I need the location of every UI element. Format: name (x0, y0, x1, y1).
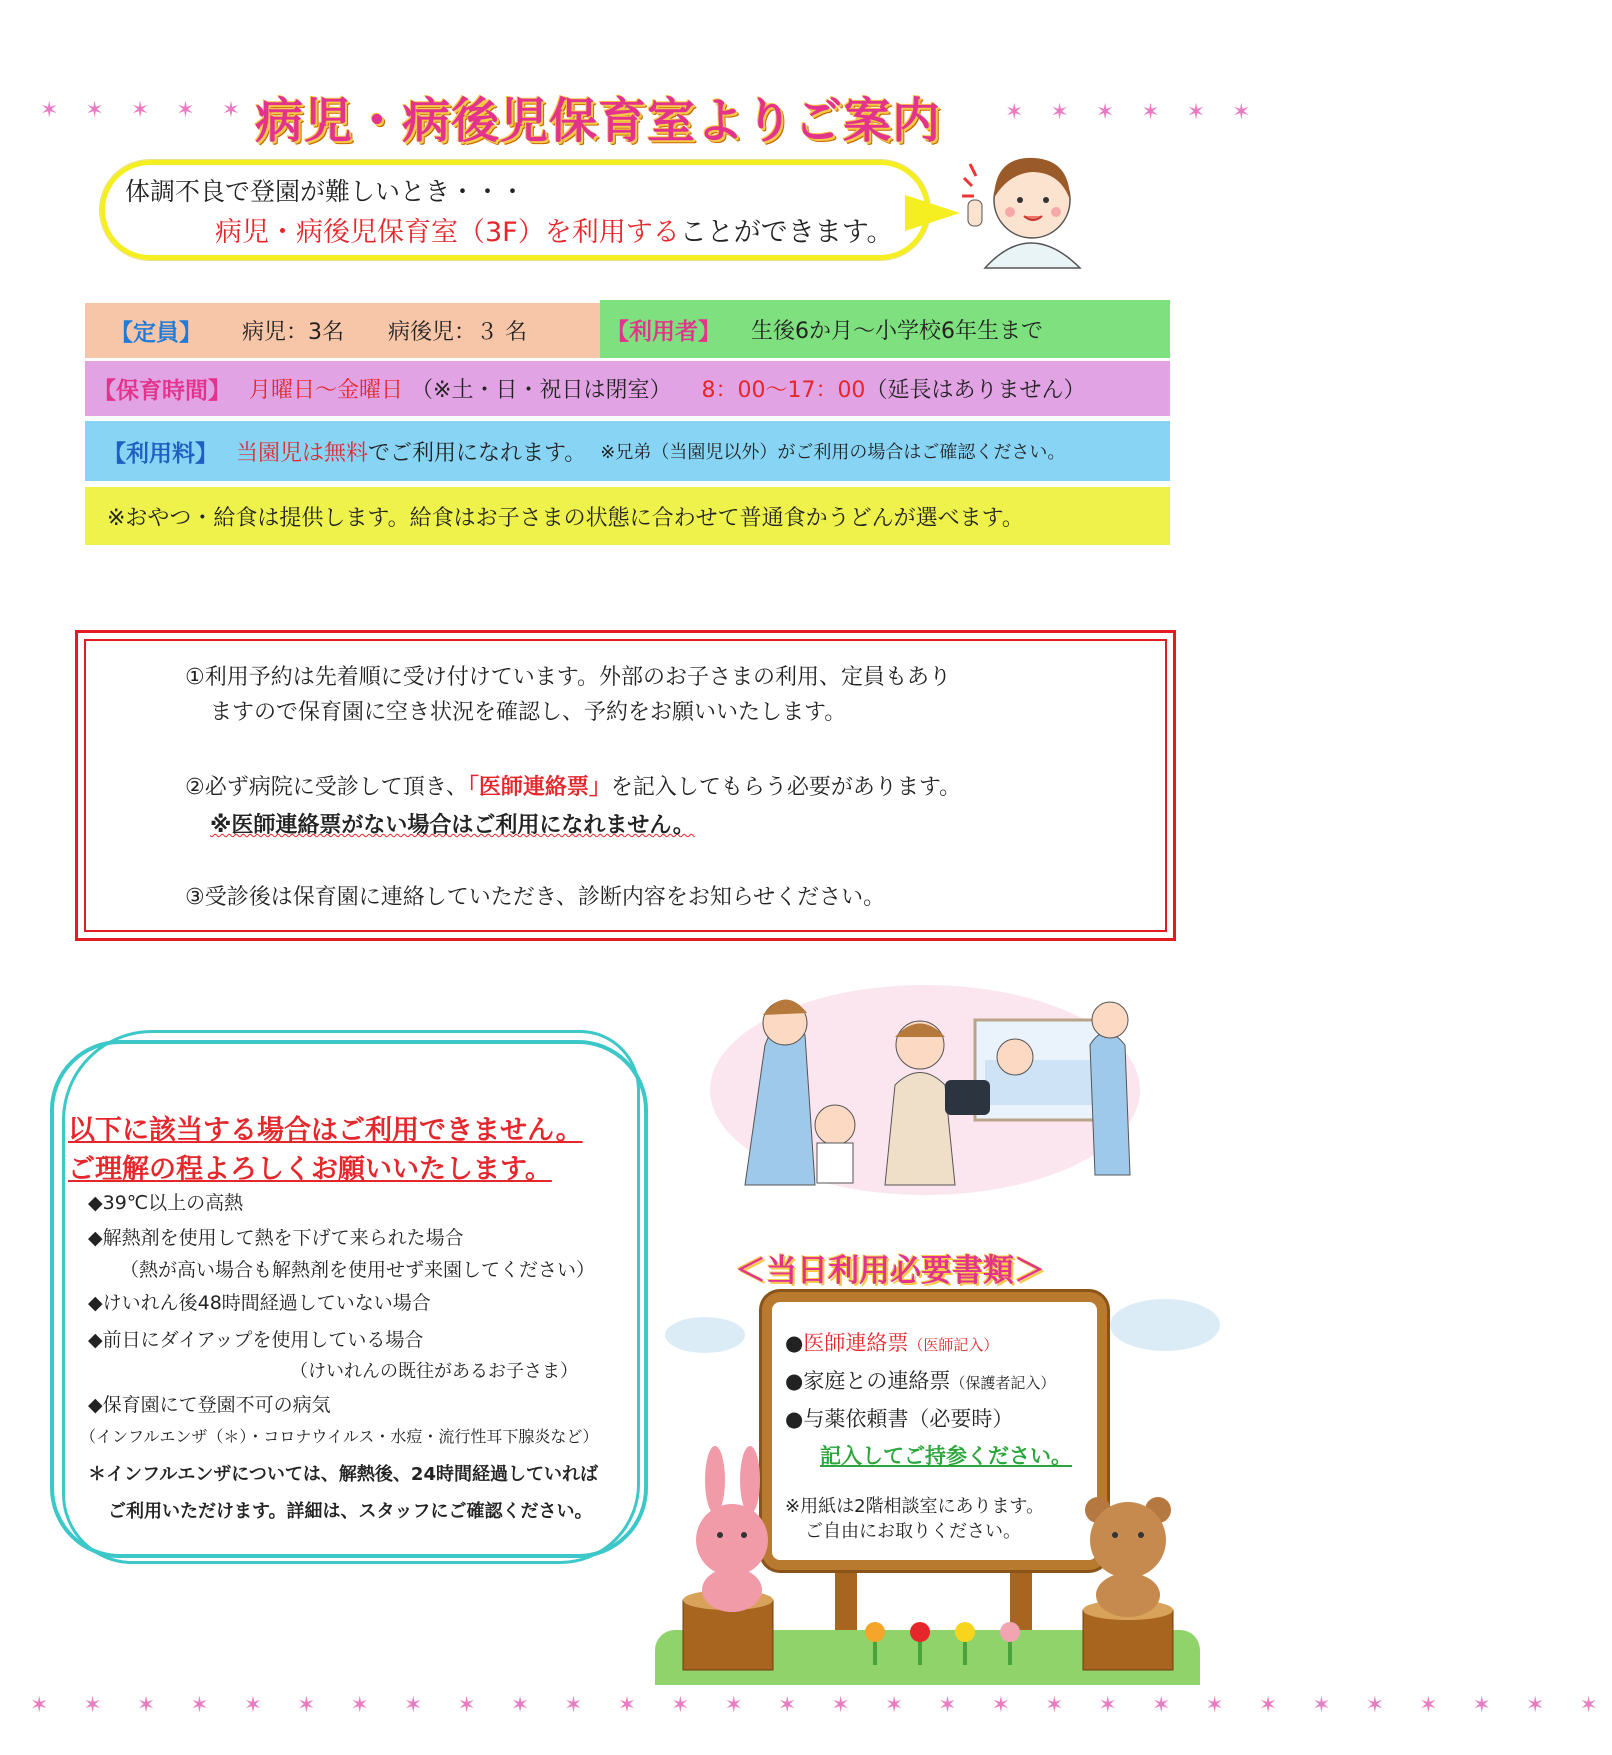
bubble-line-1: 体調不良で登園が難しいとき・・・ (125, 177, 526, 206)
doc-1-name: 医師連絡票 (803, 1331, 909, 1355)
hours-band (85, 361, 1170, 416)
notice-2c: ※医師連絡票がない場合はご利用になれません。 (210, 813, 695, 838)
users-label: 【利用者】 (606, 318, 721, 345)
docs-bring: 記入してご持参ください。 (820, 1444, 1072, 1468)
doc-2-small: （保護者記入） (950, 1374, 1056, 1392)
sparkle-row-right: ✶ ✶ ✶ ✶ ✶ ✶ (1005, 100, 1261, 125)
nurse-illustration (960, 138, 1100, 278)
capacity-label: 【定員】 (110, 320, 202, 346)
doc-2-name: ●家庭との連絡票 (785, 1369, 951, 1393)
ng-item-4: ◆前日にダイアップを使用している場合 (88, 1329, 424, 1351)
hours-label: 【保育時間】 (93, 378, 231, 404)
hours-days: 月曜日～金曜日 (249, 378, 404, 403)
ng-item-2b: （熱が高い場合も解熱剤を使用せず来園してください） (120, 1259, 596, 1281)
ng-item-2: ◆解熱剤を使用して熱を下げて来られた場合 (88, 1227, 464, 1249)
page-title: 病児・病後児保育室よりご案内 (255, 93, 942, 149)
notice-2-highlight: 「医師連絡票」 (467, 775, 611, 800)
capacity-band (85, 303, 600, 358)
ng-item-1: ◆39℃以上の高熱 (88, 1192, 244, 1214)
tulips (865, 1622, 1020, 1665)
speech-bubble-tail (905, 195, 960, 231)
users-band (600, 300, 1170, 358)
ng-item-4b: （けいれんの既往があるお子さま） (290, 1361, 578, 1382)
notice-1a: ①利用予約は先着順に受け付けています。外部のお子さまの利用、定員もあり (185, 665, 951, 690)
doc-1-small: （医師記入） (908, 1336, 999, 1354)
bubble-highlight: 病児・病後児保育室（3F）を利用する (215, 217, 680, 248)
docs-note-1: ※用紙は2階相談室にあります。 (785, 1496, 1045, 1517)
hours-note: （延長はありません） (865, 378, 1086, 403)
ng-heading-1: 以下に該当する場合はご利用できません。 (68, 1115, 583, 1146)
meal-text: ※おやつ・給食は提供します。給食はお子さまの状態に合わせて普通食かうどんが選べます。 (107, 505, 1024, 531)
docs-title: ＜当日利用必要書類＞ (735, 1253, 1045, 1289)
ng-item-5b: （インフルエンザ（＊）・コロナウイルス・水痘・流行性耳下腺炎など） (80, 1427, 599, 1446)
sparkle-row-bottom: ✶ ✶ ✶ ✶ ✶ ✶ ✶ ✶ ✶ ✶ ✶ ✶ ✶ ✶ ✶ ✶ ✶ ✶ ✶ ✶ ✶ ✶ ✶ ✶ ✶ ✶ ✶ ✶ ✶ ✶ (30, 1693, 1612, 1718)
fee-note: ※兄弟（当園児以外）がご利用の場合はご確認ください。 (600, 442, 1066, 463)
doc-2 (785, 1365, 1055, 1395)
ng-item-3: ◆けいれん後48時間経過していない場合 (88, 1292, 431, 1314)
bubble-line-2 (215, 210, 894, 249)
users-text: 生後6か月～小学校6年生まで (751, 318, 1043, 344)
doc-3: ●与薬依頼書（必要時） (785, 1407, 1014, 1431)
notice-2 (185, 770, 961, 801)
sparkle-row-left: ✶ ✶ ✶ ✶ ✶ ✶ (40, 98, 296, 123)
fee-label: 【利用料】 (103, 440, 218, 467)
doc-1-bullet: ● (785, 1331, 804, 1355)
fee-text: でご利用になれます。 (368, 440, 587, 466)
ng-item-5: ◆保育園にて登園不可の病気 (88, 1394, 331, 1416)
meal-band (85, 487, 1170, 545)
ng-item-6b: ご利用いただけます。詳細は、スタッフにご確認ください。 (108, 1501, 593, 1522)
doc-1 (785, 1327, 998, 1357)
notice-3: ③受診後は保育園に連絡していただき、診断内容をお知らせください。 (185, 885, 886, 910)
ng-item-6: ＊インフルエンザについては、解熱後、24時間経過していれば (88, 1464, 598, 1485)
hours-closed: （※土・日・祝日は閉室） (411, 378, 672, 403)
notice-2a: ②必ず病院に受診して頂き、 (185, 775, 468, 800)
fee-free: 当園児は無料 (236, 440, 369, 466)
docs-note-2: ご自由にお取りください。 (805, 1521, 1021, 1542)
bubble-rest: ことができます。 (679, 217, 894, 248)
fee-band (85, 421, 1170, 481)
ng-heading-2: ご理解の程よろしくお願いいたします。 (68, 1154, 552, 1185)
capacity-text: 病児：3名 病後児：３ 名 (242, 320, 527, 345)
hours-time: 8：00～17：00 (701, 378, 866, 403)
animals-illustration (655, 1440, 1200, 1670)
notice-2b: を記入してもらう必要があります。 (610, 775, 962, 800)
notice-1b: ますので保育園に空き状況を確認し、予約をお願いいたします。 (210, 700, 847, 725)
clinic-illustration (705, 965, 1140, 1200)
